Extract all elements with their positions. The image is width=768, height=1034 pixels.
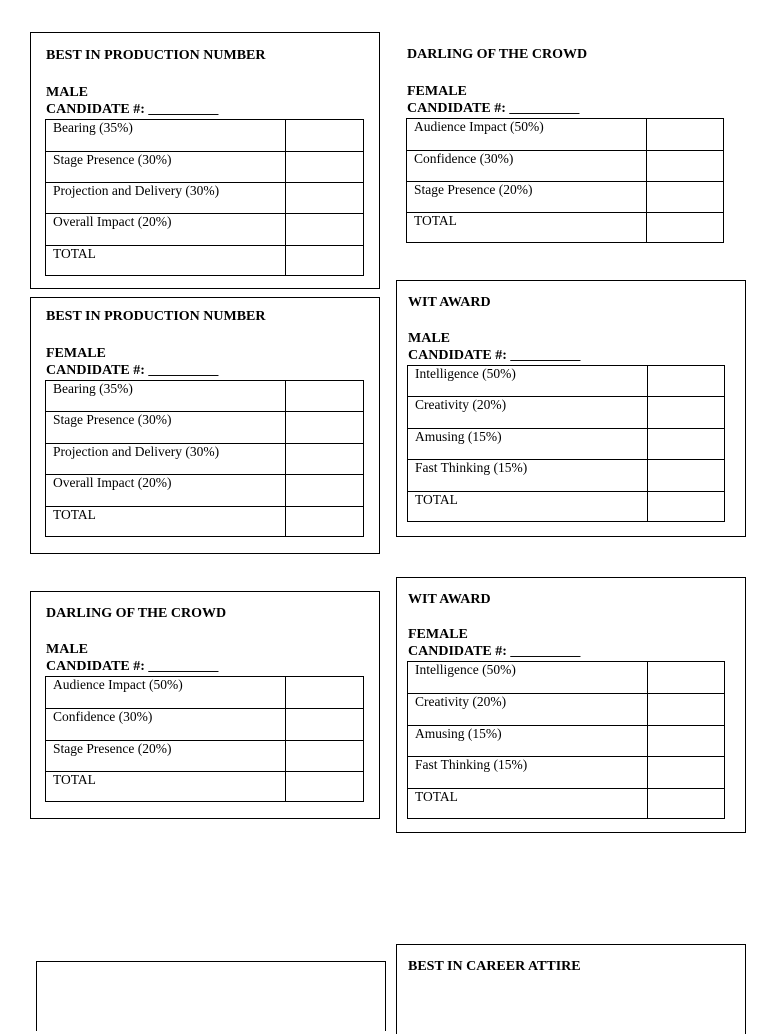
- criterion-label: TOTAL: [408, 492, 648, 522]
- score-cell[interactable]: [286, 507, 364, 537]
- score-cell[interactable]: [286, 709, 364, 741]
- criterion-label: Amusing (15%): [408, 429, 648, 460]
- criterion-label: Amusing (15%): [408, 726, 648, 757]
- criterion-label: TOTAL: [408, 789, 648, 819]
- score-card: [396, 944, 746, 1034]
- score-cell[interactable]: [648, 460, 725, 492]
- score-cell[interactable]: [286, 475, 364, 507]
- table-row: [46, 507, 364, 537]
- table-row: [408, 757, 725, 789]
- criterion-label: TOTAL: [46, 507, 286, 537]
- gender-label: FEMALE: [407, 84, 467, 99]
- card-title: WIT AWARD: [408, 295, 491, 310]
- criterion-label: Intelligence (50%): [408, 662, 648, 694]
- criterion-label: TOTAL: [46, 246, 286, 276]
- score-cell[interactable]: [286, 214, 364, 246]
- score-cell[interactable]: [647, 151, 724, 182]
- table-row: [407, 151, 724, 182]
- card-title: BEST IN CAREER ATTIRE: [408, 959, 581, 974]
- table-row: [46, 677, 364, 709]
- criteria-table: [407, 661, 725, 819]
- table-row: [46, 120, 364, 152]
- criterion-label: Projection and Delivery (30%): [46, 444, 286, 475]
- criterion-label: Creativity (20%): [408, 694, 648, 726]
- table-row: [407, 119, 724, 151]
- score-cell[interactable]: [286, 772, 364, 802]
- criterion-label: Fast Thinking (15%): [408, 460, 648, 492]
- score-cell[interactable]: [648, 492, 725, 522]
- criterion-label: Bearing (35%): [46, 120, 286, 152]
- score-cell[interactable]: [286, 741, 364, 772]
- criterion-label: Overall Impact (20%): [46, 475, 286, 507]
- table-row: [407, 182, 724, 213]
- criterion-label: Audience Impact (50%): [46, 677, 286, 709]
- score-card: [396, 577, 746, 833]
- table-row: [408, 662, 725, 694]
- score-cell[interactable]: [647, 182, 724, 213]
- criterion-label: Intelligence (50%): [408, 366, 648, 397]
- score-cell[interactable]: [648, 726, 725, 757]
- criterion-label: Stage Presence (20%): [46, 741, 286, 772]
- score-card: [30, 32, 380, 289]
- score-cell[interactable]: [286, 677, 364, 709]
- score-cell[interactable]: [647, 213, 724, 243]
- criterion-label: Projection and Delivery (30%): [46, 183, 286, 214]
- criterion-label: Overall Impact (20%): [46, 214, 286, 246]
- score-cell[interactable]: [286, 246, 364, 276]
- criteria-table: [45, 380, 364, 537]
- criterion-label: TOTAL: [46, 772, 286, 802]
- score-cell[interactable]: [648, 694, 725, 726]
- table-row: [46, 214, 364, 246]
- criteria-table: [407, 365, 725, 522]
- criteria-table: [45, 119, 364, 276]
- criteria-table: [406, 118, 724, 243]
- table-row: [46, 772, 364, 802]
- card-title: DARLING OF THE CROWD: [46, 606, 227, 621]
- criterion-label: Confidence (30%): [407, 151, 647, 182]
- table-row: [46, 381, 364, 412]
- criterion-label: Bearing (35%): [46, 381, 286, 412]
- table-row: [408, 366, 725, 397]
- gender-label: MALE: [46, 85, 88, 100]
- gender-label: FEMALE: [408, 627, 468, 642]
- candidate-number-field[interactable]: CANDIDATE #: __________: [46, 363, 219, 378]
- table-row: [46, 246, 364, 276]
- table-row: [46, 475, 364, 507]
- score-cell[interactable]: [647, 119, 724, 151]
- table-row: [408, 492, 725, 522]
- score-cell[interactable]: [286, 381, 364, 412]
- score-cell[interactable]: [286, 444, 364, 475]
- table-row: [46, 709, 364, 741]
- gender-label: MALE: [408, 331, 450, 346]
- score-cell[interactable]: [286, 152, 364, 183]
- criterion-label: Stage Presence (30%): [46, 412, 286, 444]
- score-card: [30, 591, 380, 819]
- gender-label: MALE: [46, 642, 88, 657]
- criterion-label: Creativity (20%): [408, 397, 648, 429]
- table-row: [46, 183, 364, 214]
- table-row: [408, 429, 725, 460]
- table-row: [46, 412, 364, 444]
- score-card-empty: [36, 961, 386, 1031]
- table-row: [407, 213, 724, 243]
- table-row: [408, 789, 725, 819]
- score-cell[interactable]: [286, 120, 364, 152]
- criterion-label: Stage Presence (30%): [46, 152, 286, 183]
- score-cell[interactable]: [648, 662, 725, 694]
- table-row: [408, 397, 725, 429]
- score-cell[interactable]: [648, 366, 725, 397]
- score-card: [392, 32, 746, 247]
- table-row: [46, 741, 364, 772]
- candidate-number-field[interactable]: CANDIDATE #: __________: [46, 659, 219, 674]
- table-row: [408, 694, 725, 726]
- criterion-label: Fast Thinking (15%): [408, 757, 648, 789]
- score-cell[interactable]: [286, 183, 364, 214]
- candidate-number-field[interactable]: CANDIDATE #: __________: [46, 102, 219, 117]
- score-card: [30, 297, 380, 554]
- score-cell[interactable]: [648, 757, 725, 789]
- score-cell[interactable]: [648, 789, 725, 819]
- card-title: BEST IN PRODUCTION NUMBER: [46, 48, 266, 63]
- score-cell[interactable]: [286, 412, 364, 444]
- table-row: [408, 460, 725, 492]
- criterion-label: Audience Impact (50%): [407, 119, 647, 151]
- table-row: [408, 726, 725, 757]
- score-cell[interactable]: [648, 429, 725, 460]
- card-title: BEST IN PRODUCTION NUMBER: [46, 309, 266, 324]
- criterion-label: Stage Presence (20%): [407, 182, 647, 213]
- card-title: WIT AWARD: [408, 592, 491, 607]
- candidate-number-field[interactable]: CANDIDATE #: __________: [408, 348, 581, 363]
- candidate-number-field[interactable]: CANDIDATE #: __________: [408, 644, 581, 659]
- card-title: DARLING OF THE CROWD: [407, 47, 588, 62]
- criterion-label: TOTAL: [407, 213, 647, 243]
- gender-label: FEMALE: [46, 346, 106, 361]
- criteria-table: [45, 676, 364, 802]
- table-row: [46, 444, 364, 475]
- score-card: [396, 280, 746, 537]
- criterion-label: Confidence (30%): [46, 709, 286, 741]
- table-row: [46, 152, 364, 183]
- candidate-number-field[interactable]: CANDIDATE #: __________: [407, 101, 580, 116]
- score-cell[interactable]: [648, 397, 725, 429]
